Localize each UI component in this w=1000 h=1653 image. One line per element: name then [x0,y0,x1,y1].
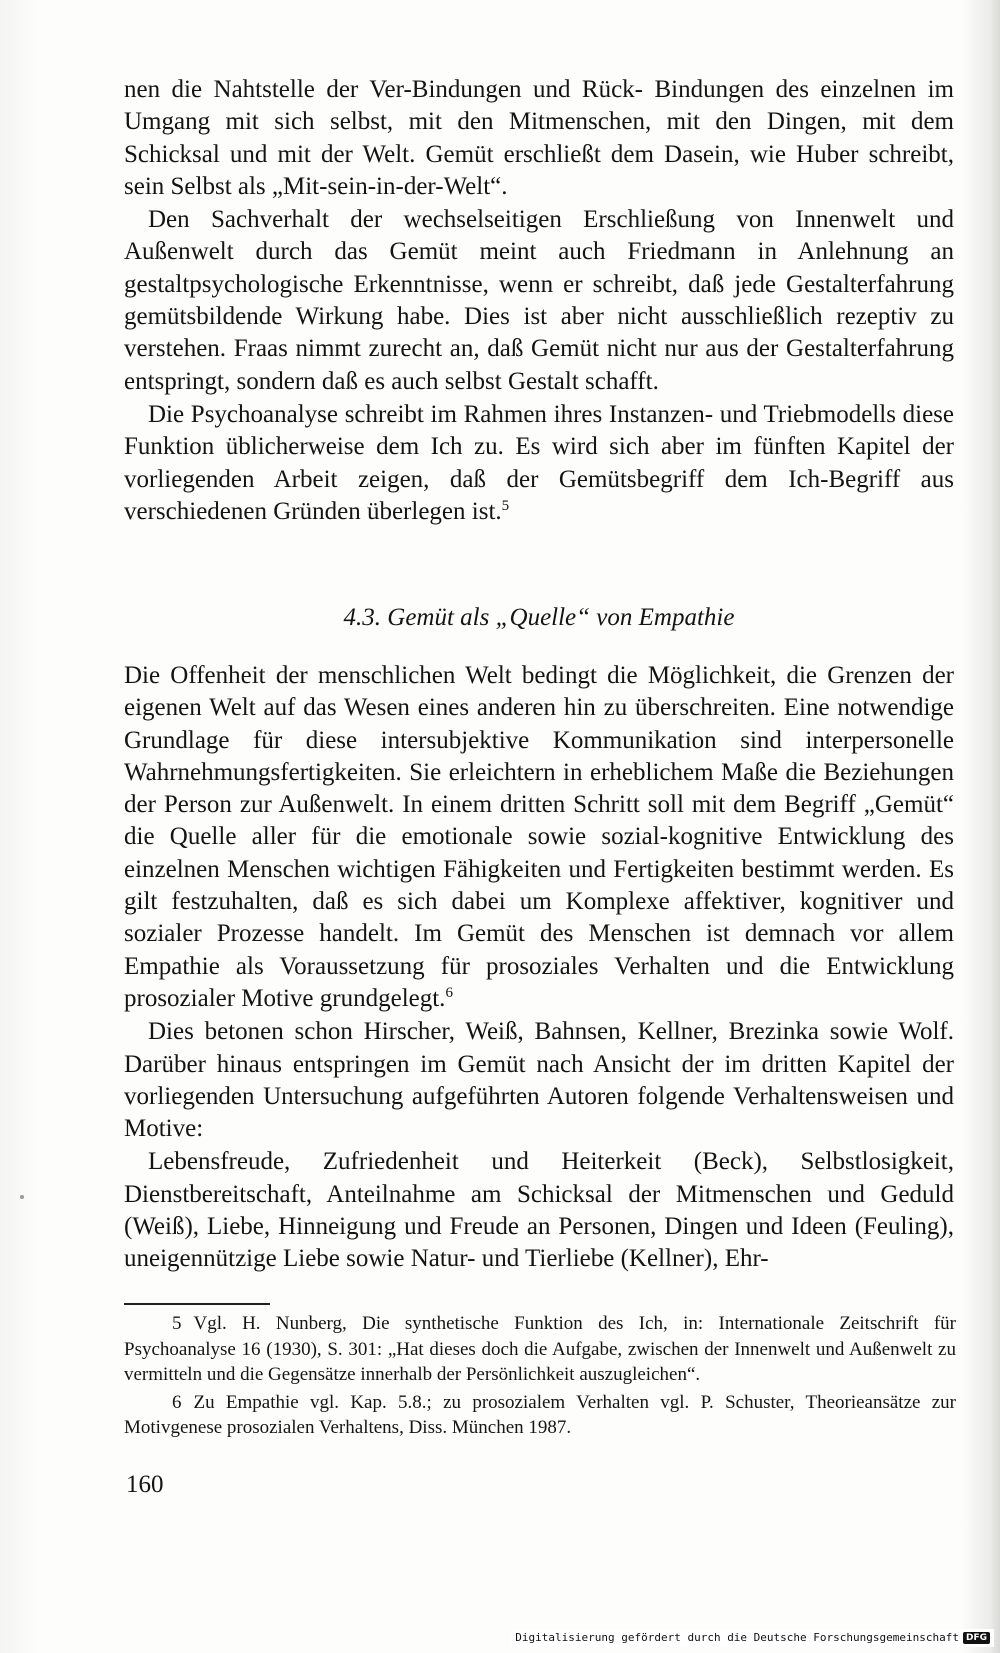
body-text-top [124,74,954,528]
dfg-logo-icon: DFG [963,1632,990,1644]
footnote-text: Vgl. H. Nunberg, Die synthetische Funktion des Ich, in: Internationale Zeitschrift für Psychoanalyse 16 (1930), S. 301: „Hat dieses doch die Aufgabe, zwischen der Innenwelt und Außenwelt zu vermitteln und die Gegensätze innerhalb der Persönlichkeit auszugleichen“. [124,1313,956,1385]
body-text-section [124,660,954,1276]
footnote-divider [124,1303,270,1305]
page-number: 160 [126,1471,164,1498]
paragraph-2: Den Sachverhalt der wechselseitigen Erschließung von Innenwelt und Außenwelt durch das Gemüt meint auch Friedmann in Anlehnung an gestaltpsychologische Erkenntnisse, wenn er schreibt, daß jede Gestalterfahrung gemütsbildende Wirkung habe. Dies ist aber nicht ausschließlich rezeptiv zu verstehen. Fraas nimmt zurecht an, daß Gemüt nicht nur aus der Gestalterfahrung entspringt, sondern daß es auch selbst Gestalt schafft. [124,206,954,395]
watermark-text: Digitalisierung gefördert durch die Deutsche Forschungsgemeinschaft [515,1631,959,1644]
paragraph-5: Dies betonen schon Hirscher, Weiß, Bahnsen, Kellner, Brezinka sowie Wolf. Darüber hinaus entspringen im Gemüt nach Ansicht der im dritten Kapitel der vorliegenden Untersuchung aufgeführten Autoren folgende Verhaltensweisen und Motive: [124,1018,954,1143]
footnote-ref-5[interactable]: 5 [501,497,510,514]
footnote-text: Zu Empathie vgl. Kap. 5.8.; zu prosozialem Verhalten vgl. P. Schuster, Theorieansätze zur Motivgenese prosozialen Verhaltens, Diss. München 1987. [124,1391,956,1438]
footnotes [124,1311,956,1443]
paragraph-4 [124,660,954,1015]
footnote-5 [124,1311,956,1388]
paragraph-6: Lebensfreude, Zufriedenheit und Heiterkeit (Beck), Selbstlosigkeit, Dienstbereitschaft, Anteilnahme am Schicksal der Mitmenschen und Geduld (Weiß), Liebe, Hinneigung und Freude an Personen, Dingen und Ideen (Feuling), uneigennützige Liebe sowie Natur- und Tierliebe (Kellner), Ehr- [124,1148,954,1273]
paragraph-1: nen die Nahtstelle der Ver-Bindungen und Rück- Bindungen des einzelnen im Umgang mit sich selbst, mit den Mitmenschen, mit den Dingen, mit dem Schicksal und mit der Welt. Gemüt erschließt dem Dasein, wie Huber schreibt, sein Selbst als „Mit-sein-in-der-Welt“. [124,76,954,200]
section-heading: 4.3. Gemüt als „Quelle“ von Empathie [343,604,735,631]
footnote-number: 6 [172,1391,182,1413]
paragraph-3-text: Die Psychoanalyse schreibt im Rahmen ihres Instanzen- und Triebmodells diese Funktion üblicherweise dem Ich zu. Es wird sich aber im fünften Kapitel der vorliegenden Arbeit zeigen, daß der Gemütsbegriff dem Ich-Begriff aus verschiedenen Gründen überlegen ist. [124,400,954,525]
footnote-number: 5 [172,1313,182,1334]
footnote-6 [124,1390,956,1441]
paragraph-3 [124,399,954,528]
scan-speck [20,1195,24,1199]
footnote-ref-6[interactable]: 6 [445,984,453,1001]
digitization-watermark [511,1629,994,1647]
paragraph-4-text: Die Offenheit der menschlichen Welt bedingt die Möglichkeit, die Grenzen der eigenen Welt auf das Wesen eines anderen hin zu überschreiten. Eine notwendige Grundlage für diese intersubjektive Kommunikation sind interpersonelle Wahrnehmungsfertigkeiten. Sie erleichtern in erheblichem Maße die Beziehungen der Person zur Außenwelt. In einem dritten Schritt soll mit dem Begriff „Gemüt“ die Quelle aller für die emotionale sowie sozial-kognitive Entwicklung des einzelnen Menschen wichtigen Fähigkeiten und Fertigkeiten bestimmt werden. Es gilt festzuhalten, daß es sich dabei um Komplexe affektiver, kognitiver und sozialer Prozesse handelt. Im Gemüt des Menschen ist demnach vor allem Empathie als Voraussetzung für prosoziales Verhalten und die Entwicklung prosozialer Motive grundgelegt. [124,662,954,1012]
